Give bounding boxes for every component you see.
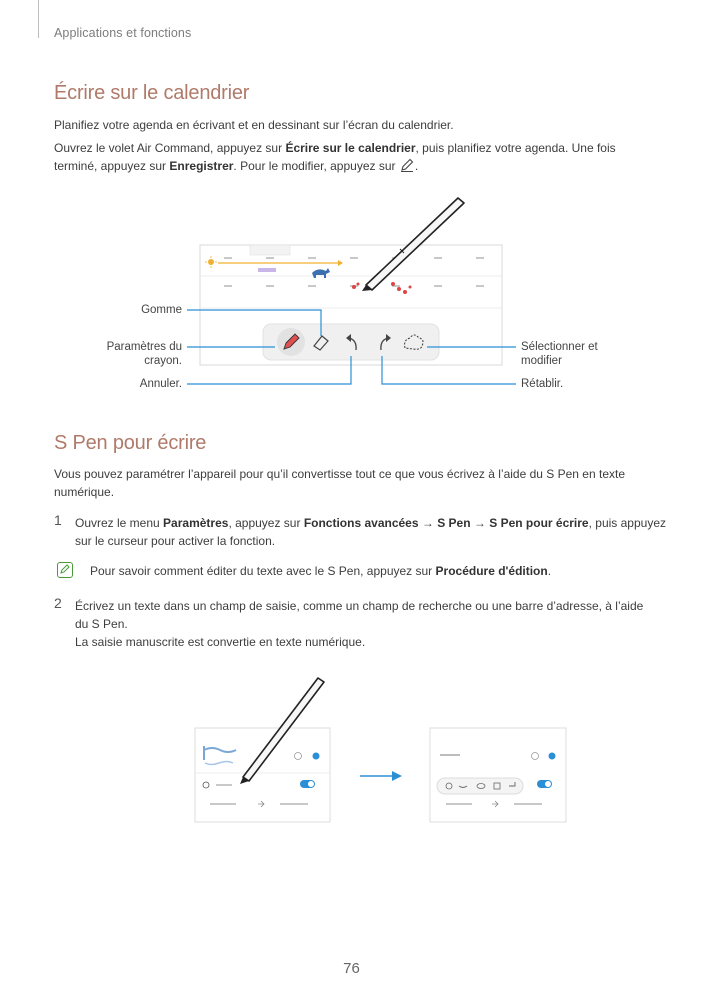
edit-procedure-label: Procédure d'édition — [435, 564, 548, 578]
step-number-1: 1 — [54, 512, 62, 528]
margin-rule — [38, 0, 39, 38]
save-label: Enregistrer — [169, 159, 234, 173]
section-title-calendar: Écrire sur le calendrier — [54, 82, 250, 104]
callout-undo: Annuler. — [139, 378, 182, 390]
calendar-instructions-line1: Ouvrez le volet Air Command, appuyez sur Écrire sur le calendrier, puis planifiez votre agenda. Une fois — [54, 141, 616, 155]
step-number-2: 2 — [54, 595, 62, 611]
menu-item-write-calendar: Écrire sur le calendrier — [285, 141, 416, 155]
handwriting-screen-after — [430, 728, 566, 822]
spen-intro-line2: numérique. — [54, 485, 115, 499]
section-title-spen: S Pen pour écrire — [54, 432, 207, 454]
edit-pen-icon — [399, 157, 415, 178]
callout-eraser: Gomme — [141, 304, 182, 316]
spen-intro-line1: Vous pouvez paramétrer l’appareil pour qu’il convertisse tout ce que vous écrivez à l’aide du S Pen en texte — [54, 467, 625, 481]
handwriting-figure — [0, 670, 703, 830]
callout-redo: Rétablir. — [521, 378, 564, 390]
step-1-line2: sur le curseur pour activer la fonction. — [75, 534, 276, 548]
page-number: 76 — [343, 960, 360, 977]
calendar-intro: Planifiez votre agenda en écrivant et en dessinant sur l’écran du calendrier. — [54, 118, 454, 132]
callout-select: Sélectionner et modifier — [521, 341, 598, 367]
transition-arrow — [360, 771, 402, 781]
note-icon — [57, 562, 73, 578]
calendar-instructions-line2: terminé, appuyez sur Enregistrer. Pour le modifier, appuyez sur . — [54, 157, 418, 178]
calendar-illustration — [0, 188, 703, 408]
handwriting-illustration — [0, 670, 703, 830]
step-2-line2: du S Pen. — [75, 617, 128, 631]
step-2-line3: La saisie manuscrite est convertie en texte numérique. — [75, 635, 366, 649]
handwriting-screen-before — [195, 678, 330, 822]
step-2-line1: Écrivez un texte dans un champ de saisie, comme un champ de recherche ou une barre d’adresse, à l’aide — [75, 599, 644, 613]
note-text: Pour savoir comment éditer du texte avec le S Pen, appuyez sur Procédure d'édition. — [90, 564, 552, 578]
calendar-figure — [0, 188, 703, 408]
step-1-line1: Ouvrez le menu Paramètres, appuyez sur Fonctions avancées → S Pen → S Pen pour écrire, puis appuyez — [75, 516, 666, 530]
running-head: Applications et fonctions — [54, 26, 192, 40]
callout-pen-settings: Paramètres du crayon. — [106, 341, 182, 367]
